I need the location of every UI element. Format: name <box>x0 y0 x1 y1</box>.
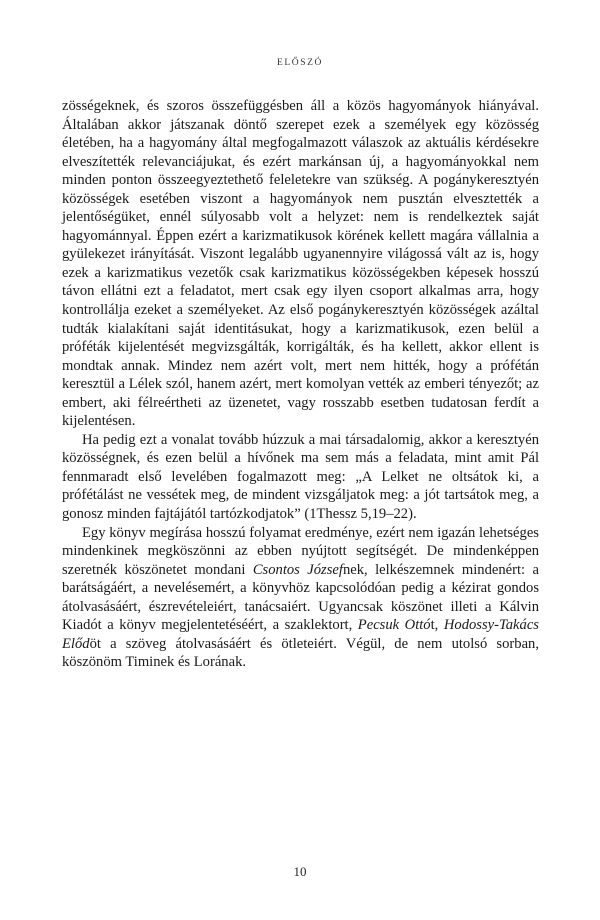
paragraph-3-text: Egy könyv megírása hosszú folyamat eredménye, ezért nem igazán lehetséges mindenkinek megköszönni az ebben nyújtott segítségét. De mindenképpen szeretnék köszönetet mondani <box>62 524 539 578</box>
name-hodossy-takacs-elod: Hodossy-Takács Előd <box>62 617 539 652</box>
name-pecsuk-otto: Pecsuk Ottó <box>357 617 431 634</box>
paragraph-2 <box>62 431 539 524</box>
paragraph-3 <box>62 524 539 672</box>
paragraph-3-text: öt a szöveg átolvasásáért és ötleteiért. Végül, de nem utolsó sorban, köszönöm Timinek és Lorának. <box>62 635 539 671</box>
body-text <box>62 97 539 672</box>
paragraph-2-text: Ha pedig ezt a vonalat tovább húzzuk a mai társadalomig, akkor a keresztyén közösségnek, és ezen belül a hívőnek ma sem más a feladata, mint amit Pál fennmaradt első levelében fogalmazott meg: „A Lelket ne oltsátok ki, a prófétálást ne vessétek meg, de mindent vizsgáljatok meg: a jót tartsátok meg, a gonosz minden fajtájától tartózkodjatok” (1Thessz 5,19–22). <box>62 431 539 523</box>
running-head: ELŐSZÓ <box>276 58 323 68</box>
paragraph-1-text: zösségeknek, és szoros összefüggésben áll a közös hagyományok hiányával. Általában akkor játszanak döntő szerepet ezek a személyek egy közösség életében, ha a hagyomány által megfogalmazott válaszok az aktuális kérdésekre elveszítették relevanciájukat, és ezért markánsan új, a hagyományokkal nem minden ponton összeegyeztethető feleletekre van szükség. A pogánykeresztyén közösségek esetében viszont a hagyományok nem pusztán elvesztették a jelentőségüket, ennél súlyosabb volt a helyzet: nem is rendelkeztek saját hagyománnyal. Éppen ezért a karizmatikusok körének kellett magára vállalnia a gyülekezet irányítását. Viszont legalább ugyanennyire világossá vált az is, hogy ezek a karizmatikus vezetők csak karizmatikus közösségekben képesek hosszú távon ellátni ezt a feladatot, mert csak egy ilyen csoport alkalmas arra, hogy kontrollálja ezeket a személyeket. Az első pogánykeresztyén közösségek azáltal tudták kialakítani saját identitásukat, hogy a karizmatikusok, ezen belül a próféták kijelentését megvizsgálták, korrigálták, és ha kellett, akkor ellent is mondtak annak. Mindez nem azért volt, mert nem hitték, hogy a prófétán keresztül a Lélek szól, hanem azért, mert komolyan vették az emberi tényezőt; az embert, aki félreértheti az üzenetet, vagy rosszabb esetben tudatosan ferdít a kijelentésen. <box>62 98 539 430</box>
paragraph-3-text: nek, lelkészemnek mindenért: a barátságáért, a nevelésemért, a könyvhöz kapcsolódóan pedig a kézirat gondos átolvasásáért, észrevételeiért, tanácsaiért. Ugyancsak köszönet illeti a Kálvin Kiadót a könyv megjelentetéséért, a szaklektort, <box>62 561 540 634</box>
page-number: 10 <box>293 864 307 879</box>
paragraph-1 <box>62 97 539 431</box>
paragraph-3-text: t, <box>430 617 444 634</box>
name-csontos-jozsef: Csontos József <box>252 561 343 578</box>
